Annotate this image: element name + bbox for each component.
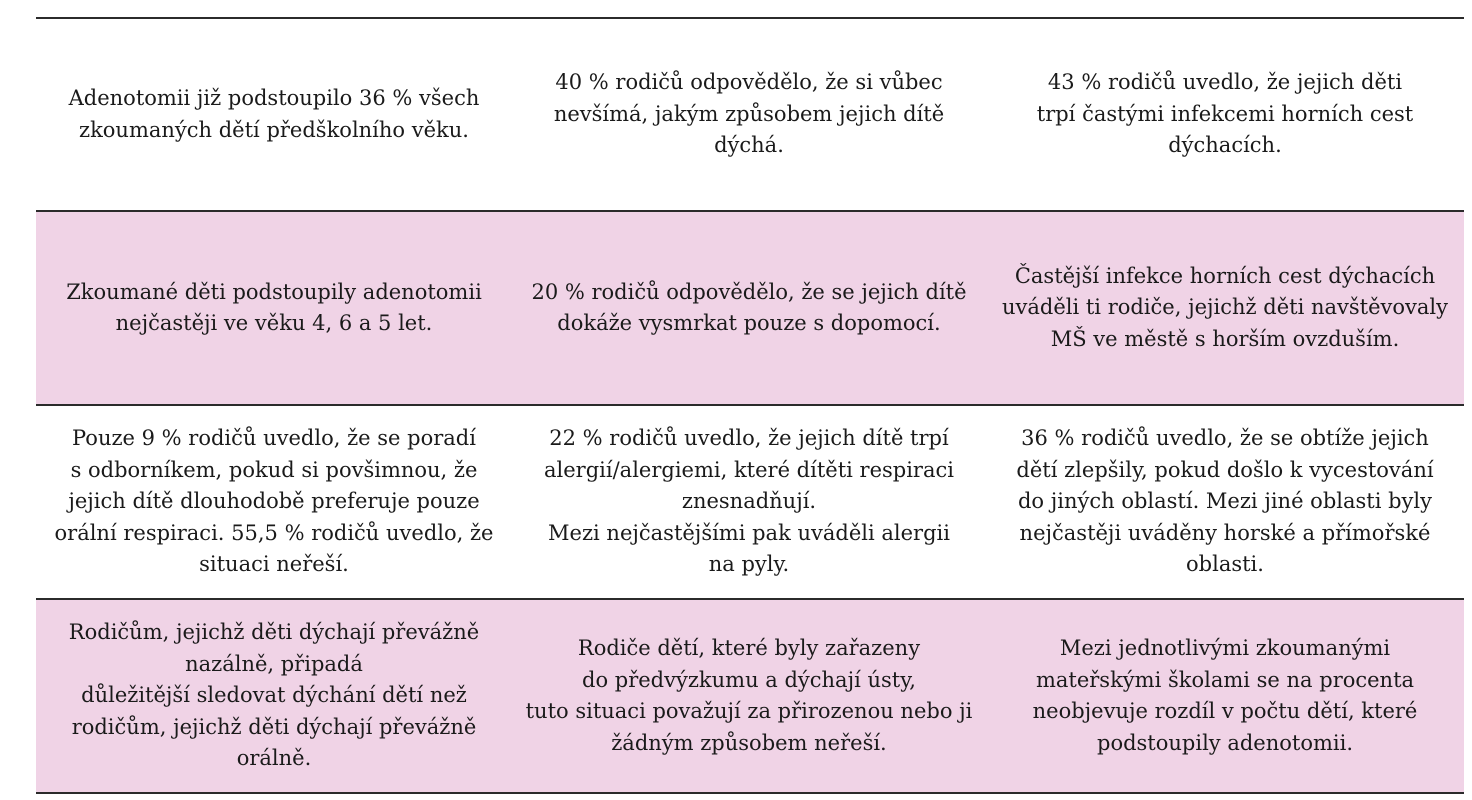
table-cell: Rodiče dětí, které byly zařazeny do předvýzkumu a dýchají ústy, tuto situaci považují za přirozenou nebo ji žádným způsobem neřeší.: [525, 636, 973, 755]
table-cell: 36 % rodičů uvedlo, že se obtíže jejich dětí zlepšily, pokud došlo k vycestování do jiných oblastí. Mezi jiné oblasti byly nejčastěji uváděny horské a přímořské oblasti.: [1016, 426, 1434, 577]
findings-table: [36, 17, 1464, 794]
table-cell: Rodičům, jejichž děti dýchají převážně nazálně, připadá důležitější sledovat dýchání dětí než rodičům, jejichž děti dýchají převážně orálně.: [68, 620, 480, 771]
table-cell: Častější infekce horních cest dýchacích uváděli ti rodiče, jejichž děti navštěvovaly MŠ ve městě s horším ovzduším.: [1001, 263, 1448, 351]
table-cell: Pouze 9 % rodičů uvedlo, že se poradí s odborníkem, pokud si povšimnou, že jejich dítě dlouhodobě preferuje pouze orální respiraci. 55,5 % rodičů uvedlo, že situaci neřeší.: [54, 426, 494, 577]
table-cell: 20 % rodičů odpovědělo, že se jejich dítě dokáže vysmrkat pouze s dopomocí.: [531, 279, 967, 335]
table-cell: 40 % rodičů odpovědělo, že si vůbec nevšímá, jakým způsobem jejich dítě dýchá.: [553, 70, 945, 158]
table-row: [36, 19, 1464, 212]
table-cell: 22 % rodičů uvedlo, že jejich dítě trpí alergií/alergiemi, které dítěti respiraci znesnadňují. Mezi nejčastějšími pak uváděli alergii na pyly.: [544, 426, 954, 577]
table-cell: Adenotomii již podstoupilo 36 % všech zkoumaných dětí předškolního věku.: [68, 86, 480, 142]
table-row: [36, 406, 1464, 600]
table-cell: Zkoumané děti podstoupily adenotomii nejčastěji ve věku 4, 6 a 5 let.: [66, 279, 482, 335]
table-cell: Mezi jednotlivými zkoumanými mateřskými školami se na procenta neobjevuje rozdíl v počtu dětí, které podstoupily adenotomii.: [1032, 636, 1418, 755]
table-row: [36, 600, 1464, 794]
table-row: [36, 212, 1464, 406]
table-cell: 43 % rodičů uvedlo, že jejich děti trpí častými infekcemi horních cest dýchacích.: [1036, 70, 1414, 158]
